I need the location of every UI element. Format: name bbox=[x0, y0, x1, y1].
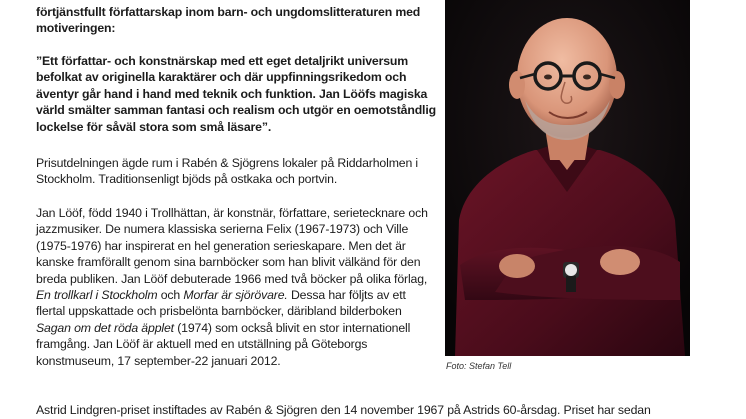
bio-text-2: Dessa har följts av ett flertal uppskattade och prisbelönta barnböcker, däribland bilderboken bbox=[36, 288, 406, 319]
photo-caption: Foto: Stefan Tell bbox=[446, 361, 512, 371]
bio-and: och bbox=[157, 288, 184, 303]
footer-paragraph-start: Astrid Lindgren-priset instiftades av Rabén & Sjögren den 14 november 1967 på Astrids 60-årsdag. Priset har sedan bbox=[36, 403, 651, 417]
book-title-en-trollkarl: En trollkarl i Stockholm bbox=[36, 288, 158, 303]
portrait-illustration bbox=[445, 0, 690, 356]
biography-paragraph bbox=[36, 205, 436, 369]
bio-text-1: Jan Lööf, född 1940 i Trollhättan, är konstnär, författare, serietecknare och jazzmusiker. De numera klassiska serierna Felix (1967-1973) och Ville (1975-1976) har inspirerat en hel generation serieskapare. Men det är kanske framförallt genom sina barnböcker som han blivit välkänd för den breda publiken. Jan Lööf debuterade 1966 med två böcker på olika förlag, bbox=[36, 206, 428, 286]
author-portrait-photo bbox=[445, 0, 690, 356]
bio-text-3: (1974) som också blivit en stor internationell framgång. Jan Lööf är aktuell med en utställning på Göteborgs konstmuseum, 17 september-22 januari 2012. bbox=[36, 320, 411, 368]
book-title-morfar: Morfar är sjörövare. bbox=[183, 288, 288, 303]
book-title-sagan: Sagan om det röda äpplet bbox=[36, 320, 174, 335]
intro-paragraph: förtjänstfullt författarskap inom barn- och ungdomslitteraturen med motiveringen: bbox=[36, 5, 421, 36]
ceremony-paragraph: Prisutdelningen ägde rum i Rabén & Sjögrens lokaler på Riddarholmen i Stockholm. Traditionsenligt bjöds på ostkaka och portvin. bbox=[36, 156, 419, 187]
motivation-quote: ”Ett författar- och konstnärskap med ett eget detaljrikt universum befolkat av originella karaktärer och där uppfinningsrikedom och äventyr går hand i hand med teknik och funktion. Jan Lööfs magiska värld smälter samman fantasi och realism och utgör en oemotståndlig lockelse för såväl stora som små läsare”. bbox=[36, 54, 436, 134]
